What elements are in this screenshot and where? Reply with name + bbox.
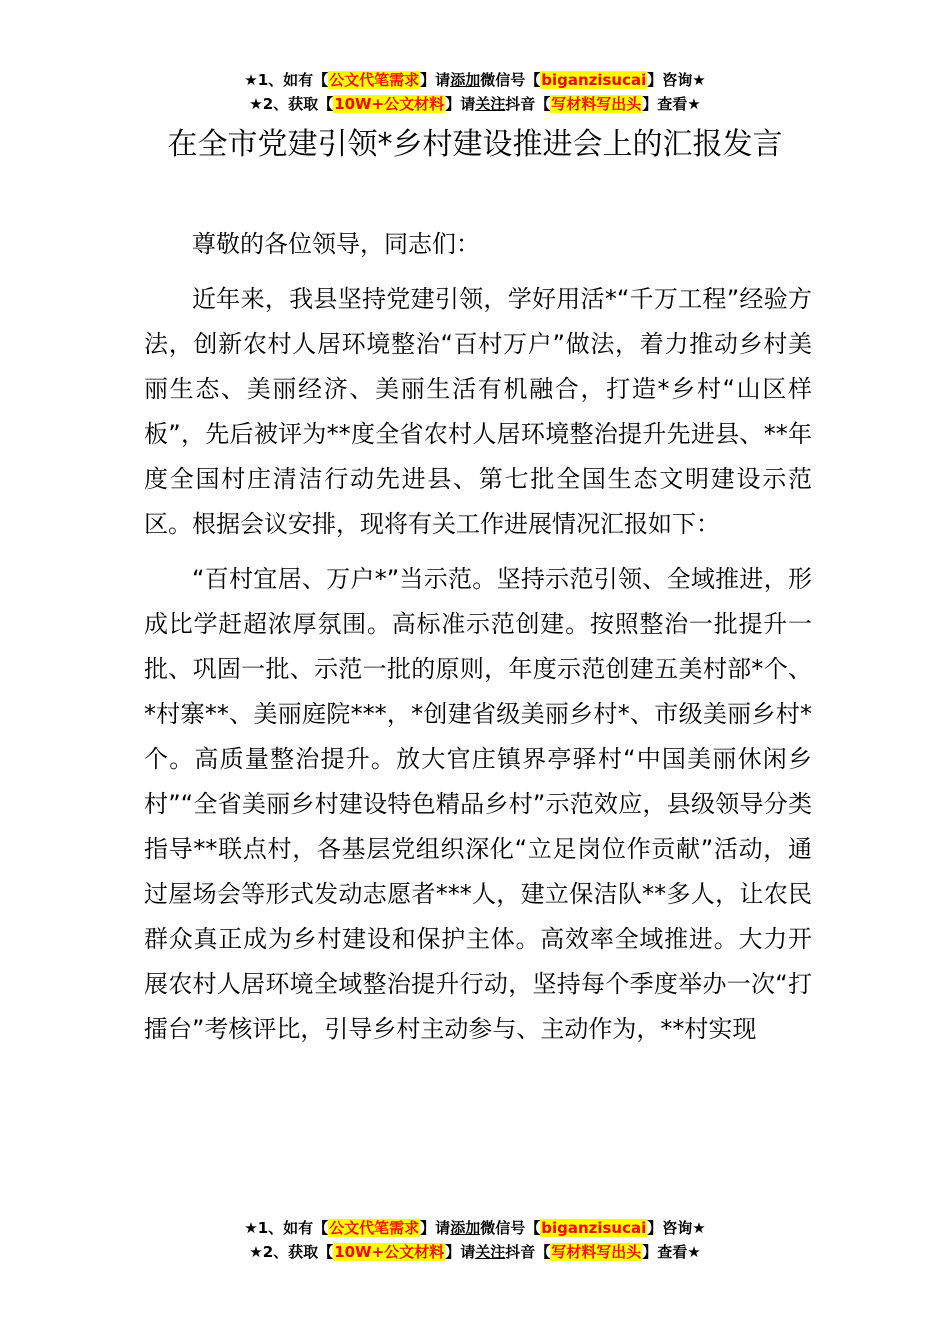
promo-text: 】查看★ (642, 1243, 701, 1261)
promo-text: 抖音【 (505, 1243, 551, 1261)
promo-text: ★1、如有【 (244, 1219, 329, 1237)
promo-line-2 (0, 1240, 950, 1264)
highlight-materials: 10W+公文材料 (334, 1243, 445, 1261)
highlight-materials: 10W+公文材料 (334, 95, 445, 113)
promo-text: 】咨询★ (647, 1219, 706, 1237)
highlight-service: 公文代笔需求 (329, 1219, 420, 1237)
promo-text: 】查看★ (642, 95, 701, 113)
promo-line-1 (0, 68, 950, 92)
promo-line-2 (0, 92, 950, 116)
underlined-text: 添加 (450, 1219, 481, 1237)
paragraph-demonstration: “百村宜居、万户*”当示范。坚持示范引领、全域推进，形成比学赶超浓厚氛围。高标准示范创建。按照整治一批提升一批、巩固一批、示范一批的原则，年度示范创建五美村部*个、*村寨**、美丽庭院***，*创建省级美丽乡村*、市级美丽乡村*个。高质量整治提升。放大官庄镇界亭驿村“中国美丽休闲乡村”“全省美丽乡村建设特色精品乡村”示范效应，县级领导分类指导**联点村，各基层党组织深化“立足岗位作贡献”活动，通过屋场会等形式发动志愿者***人，建立保洁队**多人，让农民群众真正成为乡村建设和保护主体。高效率全域推进。大力开展农村人居环境全域整治提升行动，坚持每个季度举办一次“打擂台”考核评比，引导乡村主动参与、主动作为，**村实现 (144, 565, 812, 1043)
promo-text: ★1、如有【 (244, 71, 329, 89)
promo-text: 微信号【 (480, 71, 541, 89)
promo-banner-bottom (0, 1216, 950, 1264)
underlined-text: 关注 (475, 1243, 506, 1261)
highlight-wechat-id: biganzisucai (541, 71, 647, 89)
promo-line-1 (0, 1216, 950, 1240)
promo-text: 】咨询★ (647, 71, 706, 89)
paragraph-intro: 近年来，我县坚持党建引领，学好用活*“千万工程”经验方法，创新农村人居环境整治“百村万户”做法，着力推动乡村美丽生态、美丽经济、美丽生活有机融合，打造*乡村“山区样板”，先后被评为**度全省农村人居环境整治提升先进县、**年度全国村庄清洁行动先进县、第七批全国生态文明建设示范区。根据会议安排，现将有关工作进展情况汇报如下： (144, 285, 812, 538)
promo-text: ★2、获取【 (249, 95, 334, 113)
highlight-service: 公文代笔需求 (329, 71, 420, 89)
document-title: 在全市党建引领*乡村建设推进会上的汇报发言 (167, 127, 783, 162)
promo-text: ★2、获取【 (249, 1243, 334, 1261)
highlight-douyin-id: 写材料写出头 (551, 1243, 642, 1261)
highlight-wechat-id: biganzisucai (541, 1219, 647, 1237)
document-body (144, 222, 812, 1052)
promo-text: 】请 (420, 1219, 451, 1237)
promo-text: 】请 (445, 1243, 476, 1261)
promo-banner-top (0, 68, 950, 116)
salutation: 尊敬的各位领导，同志们： (192, 230, 480, 258)
promo-text: 微信号【 (480, 1219, 541, 1237)
underlined-text: 添加 (450, 71, 481, 89)
promo-text: 抖音【 (505, 95, 551, 113)
promo-text: 】请 (420, 71, 451, 89)
underlined-text: 关注 (475, 95, 506, 113)
highlight-douyin-id: 写材料写出头 (551, 95, 642, 113)
promo-text: 】请 (445, 95, 476, 113)
